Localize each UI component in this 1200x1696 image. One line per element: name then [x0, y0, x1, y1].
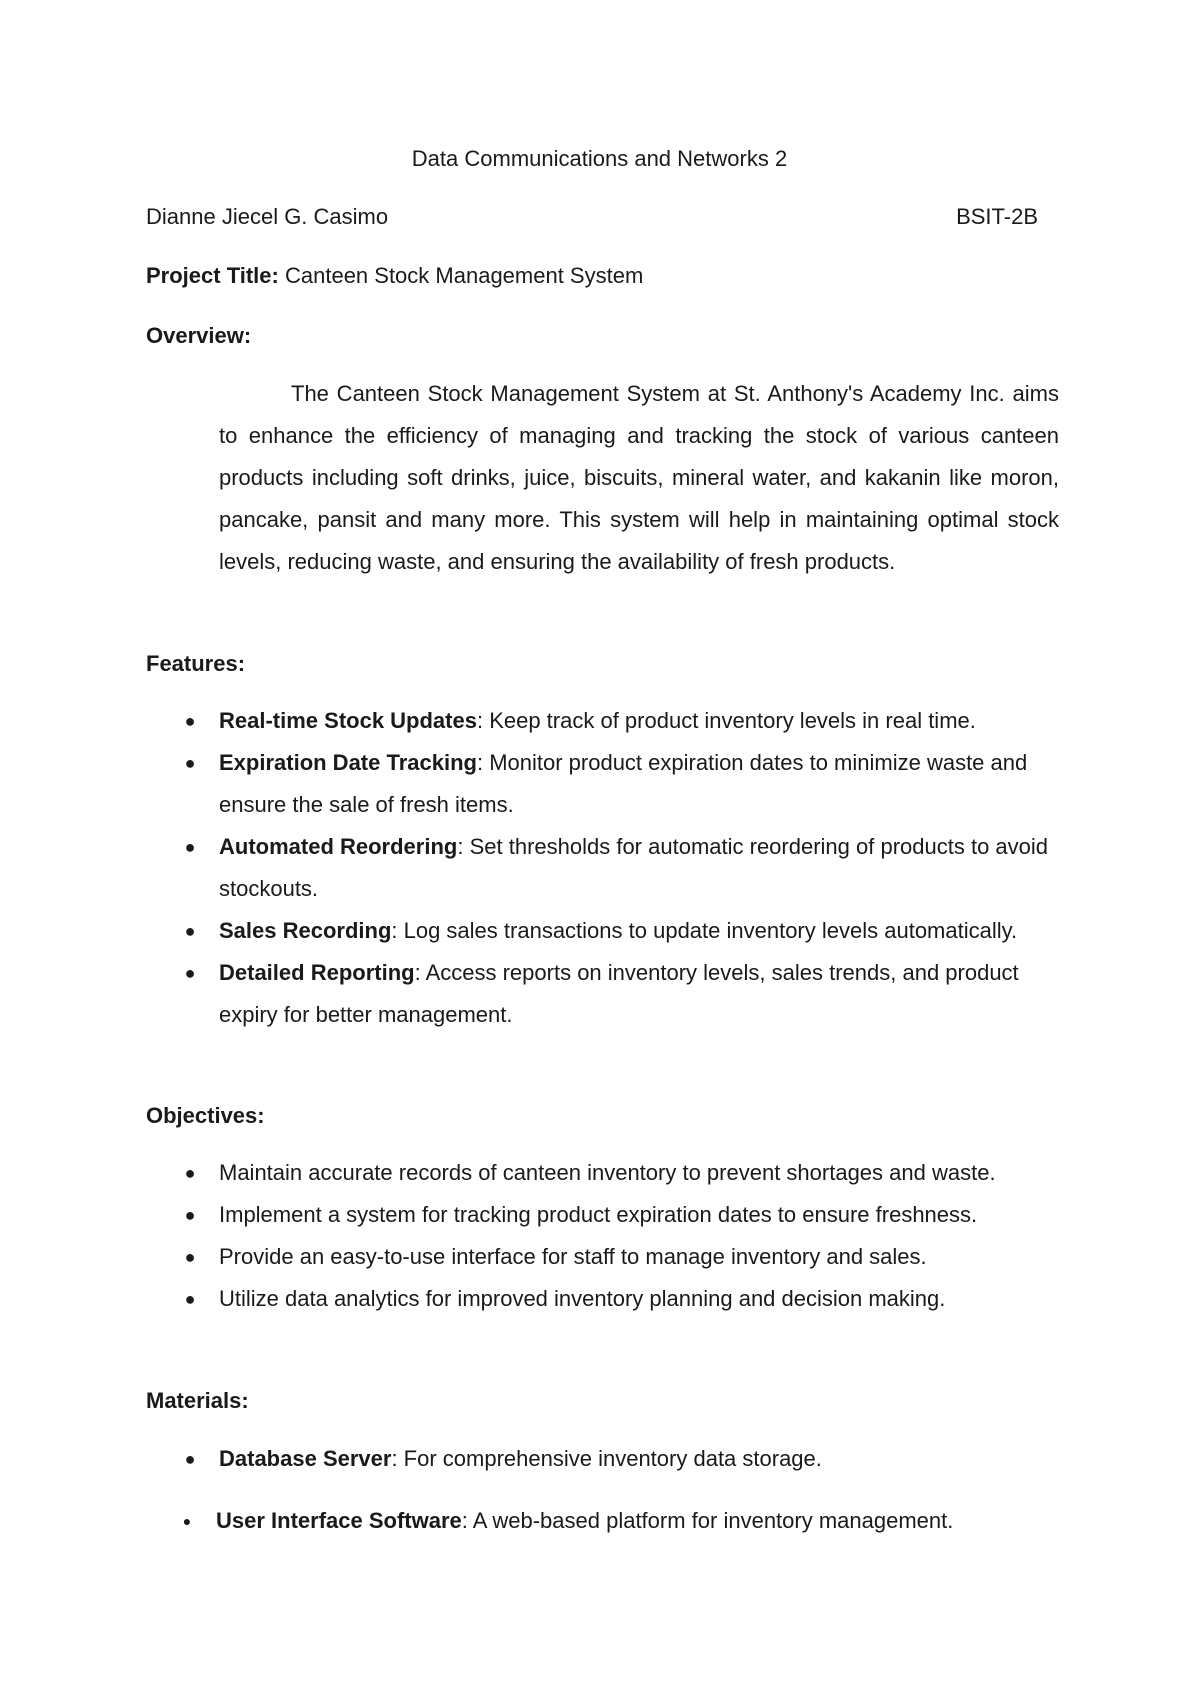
author-line	[146, 204, 1038, 230]
bullet-icon: ●	[184, 753, 196, 773]
course-title: Data Communications and Networks 2	[411, 146, 788, 171]
feature-desc: : Set thresholds for automatic reordering of products to avoid stockouts.	[219, 834, 1049, 901]
bullet-icon: ●	[182, 1513, 192, 1529]
objectives-heading: Objectives:	[146, 1103, 265, 1128]
objective-item	[184, 1236, 1069, 1278]
feature-desc: : Access reports on inventory levels, sales trends, and product expiry for better management.	[219, 960, 1019, 1027]
bullet-icon: ●	[184, 711, 196, 731]
objectives-list	[184, 1152, 1069, 1320]
objective-text: Utilize data analytics for improved inventory planning and decision making.	[219, 1286, 946, 1311]
feature-item	[184, 826, 1069, 910]
feature-term: Automated Reordering	[219, 834, 458, 859]
project-title-line	[146, 263, 643, 289]
feature-term: Real-time Stock Updates	[219, 708, 477, 733]
features-heading: Features:	[146, 651, 246, 676]
overview-heading: Overview:	[146, 323, 252, 348]
feature-item	[184, 742, 1069, 826]
objective-text: Maintain accurate records of canteen inventory to prevent shortages and waste.	[219, 1160, 996, 1185]
material-item	[184, 1438, 1069, 1480]
feature-item	[184, 952, 1069, 1036]
project-title-label: Project Title:	[146, 263, 279, 288]
bullet-icon: ●	[184, 963, 196, 983]
feature-item	[184, 910, 1069, 952]
objective-text: Provide an easy-to-use interface for staff to manage inventory and sales.	[219, 1244, 927, 1269]
material-item	[182, 1500, 1069, 1542]
feature-term: Detailed Reporting	[219, 960, 415, 985]
features-list	[184, 700, 1069, 1036]
material-term: Database Server	[219, 1446, 392, 1471]
overview-paragraph: The Canteen Stock Management System at St. Anthony's Academy Inc. aims to enhance the efficiency of managing and tracking the stock of various canteen products including soft drinks, juice, biscuits, mineral water, and kakanin like moron, pancake, pansit and many more. This system will help in maintaining optimal stock levels, reducing waste, and ensuring the availability of fresh products.	[219, 381, 1059, 574]
objective-item	[184, 1152, 1069, 1194]
project-title-value: Canteen Stock Management System	[284, 263, 644, 288]
feature-desc: : Keep track of product inventory levels in real time.	[476, 708, 976, 733]
feature-term: Sales Recording	[219, 918, 392, 943]
bullet-icon: ●	[184, 1163, 196, 1183]
bullet-icon: ●	[184, 837, 196, 857]
objective-item	[184, 1278, 1069, 1320]
bullet-icon: ●	[184, 1205, 196, 1225]
materials-list	[182, 1438, 1069, 1542]
feature-desc: : Monitor product expiration dates to minimize waste and ensure the sale of fresh items.	[219, 750, 1028, 817]
bullet-icon: ●	[184, 1449, 196, 1469]
bullet-icon: ●	[184, 921, 196, 941]
feature-desc: : Log sales transactions to update inventory levels automatically.	[391, 918, 1018, 943]
materials-heading: Materials:	[146, 1388, 249, 1413]
feature-item	[184, 700, 1069, 742]
feature-term: Expiration Date Tracking	[219, 750, 477, 775]
material-term: User Interface Software	[216, 1508, 462, 1533]
bullet-icon: ●	[184, 1247, 196, 1267]
material-desc: : For comprehensive inventory data storage.	[391, 1446, 822, 1471]
objective-text: Implement a system for tracking product expiration dates to ensure freshness.	[219, 1202, 978, 1227]
author-name: Dianne Jiecel G. Casimo	[146, 204, 389, 229]
objective-item	[184, 1194, 1069, 1236]
material-desc: : A web-based platform for inventory management.	[461, 1508, 954, 1533]
section-label: BSIT-2B	[956, 204, 1038, 229]
bullet-icon: ●	[184, 1289, 196, 1309]
